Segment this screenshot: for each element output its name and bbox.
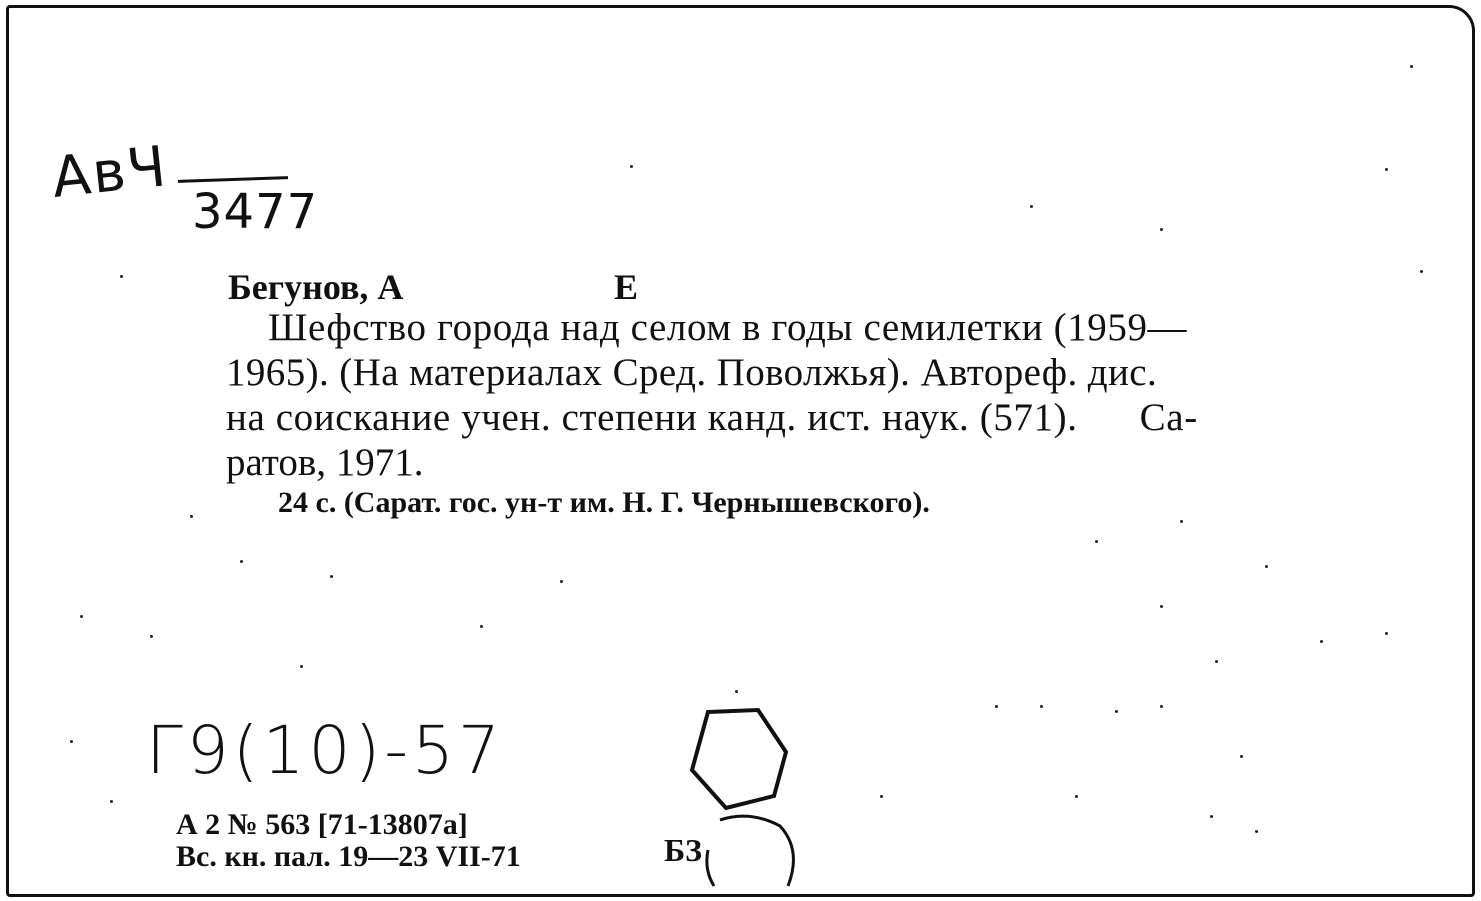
scan-speck <box>1265 565 1268 568</box>
scan-speck <box>1040 705 1043 708</box>
hexagon-outline <box>692 710 786 808</box>
scan-speck <box>120 275 123 278</box>
scan-speck <box>735 690 738 693</box>
stamp-label: БЗ <box>664 832 703 868</box>
scan-speck <box>1075 795 1078 798</box>
scan-speck <box>110 800 113 803</box>
scan-speck <box>995 705 998 708</box>
scan-speck <box>1210 815 1213 818</box>
title-line-3: на соискание учен. степени канд. ист. наук. (571). Са- <box>226 396 1198 439</box>
collation-note: 24 с. (Сарат. гос. ун-т им. Н. Г. Чернышевского). <box>278 486 930 519</box>
scan-speck <box>1410 65 1413 68</box>
scan-speck <box>1420 270 1423 273</box>
scan-speck <box>1095 540 1098 543</box>
stamp-flourish <box>720 816 793 886</box>
scan-speck <box>1160 228 1163 231</box>
scan-speck <box>1240 755 1243 758</box>
scan-speck <box>1385 168 1388 171</box>
title-line-1: Шефство города над селом в годы семилетки (1959— <box>268 306 1188 349</box>
shelfmark-number: 3477 <box>192 184 319 240</box>
scan-speck <box>1160 705 1163 708</box>
scan-speck <box>1180 520 1183 523</box>
scan-speck <box>1215 660 1218 663</box>
scan-speck <box>1320 640 1323 643</box>
scan-speck <box>330 575 333 578</box>
scan-speck <box>150 635 153 638</box>
scan-speck <box>1385 632 1388 635</box>
record-number-line: А 2 № 563 [71-13807а] <box>176 808 468 841</box>
shelfmark-prefix: АвЧ <box>48 134 171 211</box>
scan-speck <box>80 615 83 618</box>
scan-speck <box>240 560 243 563</box>
scan-speck <box>1255 830 1258 833</box>
scan-speck <box>1115 710 1118 713</box>
scan-speck <box>630 165 633 168</box>
stamp-bracket <box>707 850 714 886</box>
author-name: Бегунов, А <box>228 267 404 307</box>
scan-speck <box>880 795 883 798</box>
scan-speck <box>1030 205 1033 208</box>
scan-speck <box>560 580 563 583</box>
scan-speck <box>70 740 73 743</box>
scan-speck <box>300 665 303 668</box>
title-line-4: ратов, 1971. <box>226 441 424 484</box>
scan-speck <box>1160 605 1163 608</box>
title-line-2: 1965). (На материалах Сред. Поволжья). Автореф. дис. <box>226 351 1158 394</box>
classification-mark: Г9(10)-57 <box>146 712 505 789</box>
author-initial: Е <box>614 267 639 307</box>
publication-register-line: Вс. кн. пал. 19—23 VII-71 <box>176 840 521 873</box>
scan-speck <box>480 625 483 628</box>
scan-speck <box>190 515 193 518</box>
